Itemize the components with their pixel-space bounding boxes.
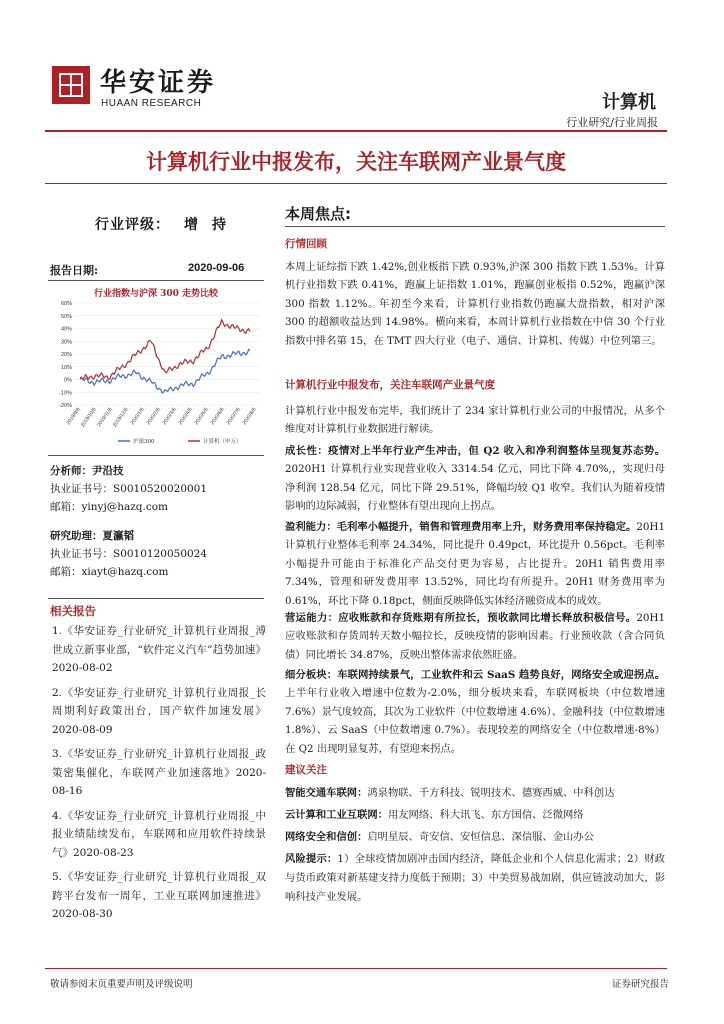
report-date-value: 2020-09-06 bbox=[188, 262, 245, 274]
profitability-heading: 盈利能力：毛利率小幅提升，销售和管理费用率上升，财务费用率保持稳定。 bbox=[285, 521, 637, 533]
analyst-block bbox=[50, 462, 207, 516]
segments-heading: 细分板块：车联网持续景气，工业软件和云 SaaS 趋势良好，网络安全或迎拐点。 bbox=[285, 669, 665, 681]
rating-value: 增持 bbox=[184, 217, 240, 233]
assistant-name: 夏瀛韬 bbox=[102, 530, 134, 542]
divider bbox=[48, 598, 264, 599]
related-report-item[interactable]: 4.《华安证券_行业研究_计算机行业周报_中报业绩陆续发布，车联网和应用软件持续景气》2020-08-23 bbox=[52, 809, 266, 859]
rating-label: 行业评级： bbox=[95, 217, 170, 233]
chart-y-tick: -20% bbox=[59, 403, 72, 409]
chart-y-tick: 20% bbox=[60, 352, 72, 358]
analyst-cert: 执业证书号：S0010520020001 bbox=[50, 483, 208, 495]
profitability-text: 20H1 计算机行业整体毛利率 24.34%，同比提升 0.49pct，环比提升 0.56pct。毛利率小幅提升可能由于标准化产品交付更为容易，占比提升。20H1 销售费用率 7.34%，管理和研发费用率 13.52%，同比均有所提升。20H1 财务费用率为 0.61%，环比下降 0.18pct，侧面反映降低实体经济融资成本的成效。 bbox=[285, 521, 665, 607]
chart-y-tick: 40% bbox=[60, 326, 72, 333]
header-rule bbox=[45, 130, 667, 132]
segments-paragraph bbox=[285, 666, 665, 758]
index-comparison-chart bbox=[48, 283, 264, 453]
chart-x-tick: 2019/10/6 bbox=[79, 406, 98, 429]
assistant-cert: 执业证书号：S0010120050024 bbox=[50, 548, 208, 560]
related-report-item[interactable]: 3.《华安证券_行业研究_计算机行业周报_政策密集催化，车联网产业加速落地》2020-08-16 bbox=[52, 748, 266, 797]
growth-paragraph bbox=[285, 442, 665, 516]
risk-warning: 风险提示：1）全球疫情加剧冲击国内经济，降低企业和个人信息化需求；2）财政与货币政策对新基建支持力度低于预期；3）中美贸易战加剧，供应链波动加大，影响科技产业发展。 bbox=[285, 853, 666, 903]
interim-intro-text: 计算机行业中报发布完毕，我们统计了 234 家计算机行业公司的中报情况，从多个维度对计算机行业数据进行解读。 bbox=[285, 405, 665, 436]
growth-text: 2020H1 计算机行业实现营业收入 3314.54 亿元，同比下降 4.70%,，实现归母净利润 128.54 亿元，同比下降 29.51%，降幅均较 Q1 收窄。我们认为随着疫情影响的边际减弱，行业整体有望出现向上拐点。 bbox=[285, 463, 665, 513]
report-title: 计算机行业中报发布，关注车联网产业景气度 bbox=[146, 150, 566, 174]
chart-x-tick: 2019/11/6 bbox=[96, 406, 114, 429]
chart-y-tick: -10% bbox=[59, 390, 72, 397]
analyst-label: 分析师： bbox=[50, 465, 92, 477]
related-reports-title: 相关报告 bbox=[50, 604, 96, 618]
chart-x-tick: 2020/4/6 bbox=[177, 406, 194, 427]
industry-rating bbox=[95, 214, 240, 234]
logo-text-cn: 华安证券 bbox=[100, 68, 217, 98]
chart-y-tick: 0% bbox=[64, 377, 72, 384]
suggestion-item: 智能交通车联网：鸿泉物联、千方科技、锐明技术、德赛西威、中科创达 bbox=[285, 787, 615, 799]
suggestion-item: 网络安全和信创：启明星辰、奇安信、安恒信息、深信服、金山办公 bbox=[285, 831, 594, 843]
operations-heading: 营运能力：应收账款和存货账期有所拉长，预收款同比增长释放积极信号。 bbox=[285, 612, 637, 624]
divider bbox=[48, 455, 264, 456]
chart-x-tick: 2020/3/6 bbox=[161, 406, 178, 427]
report-date-label: 报告日期: bbox=[50, 264, 99, 277]
chart-y-tick: 10% bbox=[60, 364, 72, 371]
chart-x-tick: 2019/9/6 bbox=[65, 406, 82, 427]
operations-text: 20H1 应收账款和存货周转天数小幅拉长，反映疫情的影响因素。行业预收款（含合同负债）同比增长 34.87%，反映出整体需求依然旺盛。 bbox=[285, 612, 665, 661]
chart-x-tick: 2020/1/6 bbox=[129, 406, 146, 427]
assistant-block bbox=[50, 527, 207, 581]
chart-legend-label: 计算机（申万） bbox=[203, 439, 242, 445]
related-report-item[interactable]: 1.《华安证券_行业研究_计算机行业周报_溥世成立新事业部，“软件定义汽车”趋势加速》2020-08-02 bbox=[52, 625, 266, 674]
focus-title: 本周焦点: bbox=[285, 205, 351, 223]
divider bbox=[285, 226, 665, 227]
market-review-text: 本周上证综指下跌 1.42%,创业板指下跌 0.93%,沪深 300 指数下跌 1.53%。计算机行业指数下跌 0.41%，跑赢上证指数 1.01%，跑赢创业板指 0.52%，跑赢沪深 300 指数 1.12%。年初至今来看，计算机行业指数仍跑赢大盘指数，相对沪深 300 的超额收益达到 14.98%。横向来看，本周计算机行业指数在中信 30 个行业指数中排名第 15，在 TMT 四大行业（电子、通信、计算机、传媒）中位列第三。 bbox=[285, 261, 665, 347]
chart-legend-label: 沪深300 bbox=[133, 439, 155, 445]
analyst-email: 邮箱：yinyj@hazq.com bbox=[50, 501, 169, 513]
chart-x-tick: 2020/8/6 bbox=[241, 406, 258, 427]
analyst-name: 尹沿技 bbox=[92, 465, 124, 477]
suggestion-item: 云计算和工业互联网：用友网络、科大讯飞、东方国信、泛微网络 bbox=[285, 809, 584, 821]
chart-x-tick: 2020/5/6 bbox=[193, 406, 210, 427]
assistant-email: 邮箱：xiayt@hazq.com bbox=[50, 566, 169, 578]
chart-x-tick: 2020/2/6 bbox=[145, 406, 162, 427]
footer-disclaimer[interactable]: 敬请参阅末页重要声明及评级说明 bbox=[50, 979, 193, 990]
divider bbox=[48, 280, 264, 281]
related-report-item[interactable]: 2.《华安证券_行业研究_计算机行业周报_长周期利好政策出台，国产软件加速发展》2020-08-09 bbox=[52, 686, 266, 736]
profitability-paragraph bbox=[285, 518, 665, 610]
chart-y-tick: 50% bbox=[60, 313, 72, 320]
chart-y-tick: 30% bbox=[60, 339, 72, 346]
chart-title: 行业指数与沪深 300 走势比较 bbox=[93, 289, 219, 299]
footer-report-type: 证券研究报告 bbox=[611, 979, 669, 990]
footer-rule bbox=[45, 968, 667, 969]
logo-text-en: HUAAN RESEARCH bbox=[101, 98, 202, 109]
segments-text: 上半年行业收入增速中位数为-2.0%，细分板块来看，车联网板块（中位数增速 7.6%）景气度较高，其次为工业软件（中位数增速 4.6%）、金融科技（中位数增速 1.8%）、云 SaaS（中位数增速 0.7%）。表现较差的网络安全（中位数增速-8%）在 Q2 出现明显复苏，有望迎来拐点。 bbox=[285, 687, 665, 755]
suggestions-list bbox=[285, 784, 665, 907]
related-report-item[interactable]: 5.《华安证券_行业研究_计算机行业周报_双跨平台发布一周年，工业互联网加速推进》2020-08-30 bbox=[52, 871, 266, 920]
growth-heading: 成长性：疫情对上半年行业产生冲击，但 Q2 收入和净利润整体呈现复苏态势。 bbox=[285, 445, 665, 457]
section-market-review: 行情回顾 bbox=[285, 238, 327, 250]
section-interim-reports: 计算机行业中报发布，关注车联网产业景气度 bbox=[285, 379, 495, 391]
chart-y-tick: 60% bbox=[60, 301, 72, 307]
logo-mark bbox=[52, 66, 90, 104]
report-type: 行业研究/行业周报 bbox=[566, 116, 658, 129]
title-rule bbox=[45, 183, 667, 184]
chart-x-tick: 2020/6/6 bbox=[209, 406, 226, 427]
assistant-label: 研究助理： bbox=[50, 530, 103, 542]
section-suggestions: 建议关注 bbox=[285, 764, 327, 776]
sector-name: 计算机 bbox=[602, 92, 656, 113]
chart-x-tick: 2020/7/6 bbox=[225, 406, 242, 427]
chart-x-tick: 2019/12/6 bbox=[111, 406, 130, 429]
related-reports-list bbox=[52, 622, 266, 930]
operations-paragraph bbox=[285, 609, 665, 664]
